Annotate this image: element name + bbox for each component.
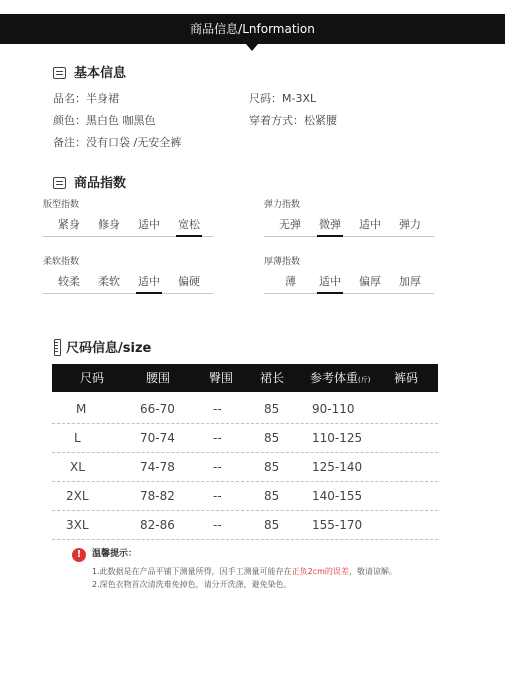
row-divider bbox=[52, 539, 438, 540]
row-xl-weight: 125-140 bbox=[312, 460, 363, 474]
warning-icon: ! bbox=[72, 548, 86, 562]
row-divider bbox=[52, 452, 438, 453]
row-xl-size: XL bbox=[70, 460, 85, 474]
row-3xl-hip: -- bbox=[213, 518, 222, 532]
thickness-selected-marker bbox=[317, 292, 343, 294]
stretch-index-label: 弹力指数 bbox=[264, 200, 301, 210]
row-2xl-length: 85 bbox=[264, 489, 280, 503]
header-arrow-icon bbox=[246, 44, 258, 51]
row-m-waist: 66-70 bbox=[140, 402, 175, 416]
softness-index-label: 柔软指数 bbox=[43, 257, 80, 267]
row-l-waist: 70-74 bbox=[140, 431, 175, 445]
fit-option-selected: 宽松 bbox=[178, 218, 200, 231]
row-divider bbox=[52, 510, 438, 511]
tips-line-2: 2.深色衣物首次清洗难免掉色，请分开洗涤，避免染色。 bbox=[92, 580, 292, 589]
stretch-option: 适中 bbox=[359, 218, 381, 231]
product-wear: 穿着方式：松紧腰 bbox=[249, 114, 337, 127]
row-divider bbox=[52, 481, 438, 482]
product-note: 备注：没有口袋 /无安全裤 bbox=[53, 136, 182, 149]
row-m-length: 85 bbox=[264, 402, 280, 416]
stretch-option: 弹力 bbox=[399, 218, 421, 231]
header-weight-text: 参考体重 bbox=[310, 371, 359, 385]
row-m-weight: 90-110 bbox=[312, 402, 355, 416]
row-3xl-length: 85 bbox=[264, 518, 280, 532]
tips-line-1-a: 1.此数据是在产品平铺下测量所得，因手工测量可能存在 bbox=[92, 567, 292, 576]
info-icon bbox=[53, 67, 66, 79]
header-hip: 臀围 bbox=[209, 371, 234, 385]
row-xl-waist: 74-78 bbox=[140, 460, 175, 474]
softness-index-line bbox=[43, 293, 213, 294]
softness-option: 较柔 bbox=[58, 275, 80, 288]
header-weight-unit: (斤) bbox=[358, 376, 371, 384]
row-m-size: M bbox=[76, 402, 87, 416]
fit-index-label: 版型指数 bbox=[43, 200, 80, 210]
ruler-icon bbox=[54, 339, 61, 356]
thickness-option: 加厚 bbox=[399, 275, 421, 288]
row-xl-length: 85 bbox=[264, 460, 280, 474]
stretch-index-line bbox=[264, 236, 434, 237]
row-2xl-size: 2XL bbox=[66, 489, 89, 503]
row-2xl-hip: -- bbox=[213, 489, 222, 503]
thickness-option-selected: 适中 bbox=[319, 275, 341, 288]
tips-line-1 bbox=[92, 567, 397, 577]
tips-line-1-b: ，敬请谅解。 bbox=[348, 567, 397, 576]
thickness-option: 偏厚 bbox=[359, 275, 381, 288]
fit-option: 紧身 bbox=[58, 218, 80, 231]
header-length: 裙长 bbox=[260, 371, 285, 385]
header-weight bbox=[310, 371, 370, 387]
size-table-header bbox=[52, 364, 438, 392]
row-3xl-weight: 155-170 bbox=[312, 518, 363, 532]
softness-option: 偏硬 bbox=[178, 275, 200, 288]
row-2xl-weight: 140-155 bbox=[312, 489, 363, 503]
thickness-option: 薄 bbox=[285, 275, 296, 288]
stretch-option-selected: 微弹 bbox=[319, 218, 341, 231]
row-m-hip: -- bbox=[213, 402, 222, 416]
tips-title: 温馨提示： bbox=[92, 549, 138, 559]
row-2xl-waist: 78-82 bbox=[140, 489, 175, 503]
softness-option-selected: 适中 bbox=[138, 275, 160, 288]
row-3xl-size: 3XL bbox=[66, 518, 89, 532]
header-waist: 腰围 bbox=[146, 371, 171, 385]
row-xl-hip: -- bbox=[213, 460, 222, 474]
product-color: 颜色：黑白色 咖黑色 bbox=[53, 114, 156, 127]
size-table-title: 尺码信息/size bbox=[66, 341, 152, 356]
row-divider bbox=[52, 423, 438, 424]
row-l-hip: -- bbox=[213, 431, 222, 445]
stretch-selected-marker bbox=[317, 235, 343, 237]
fit-option: 适中 bbox=[138, 218, 160, 231]
basic-info-title: 基本信息 bbox=[74, 66, 127, 81]
row-3xl-waist: 82-86 bbox=[140, 518, 175, 532]
row-l-weight: 110-125 bbox=[312, 431, 363, 445]
header-pant-size: 裤码 bbox=[394, 371, 419, 385]
thickness-index-line bbox=[264, 293, 434, 294]
tips-line-1-highlight: 正负2cm的误差 bbox=[291, 567, 349, 576]
product-size: 尺码：M-3XL bbox=[249, 92, 317, 105]
row-l-length: 85 bbox=[264, 431, 280, 445]
row-l-size: L bbox=[74, 431, 81, 445]
fit-option: 修身 bbox=[98, 218, 120, 231]
indices-title: 商品指数 bbox=[74, 176, 127, 191]
header-size: 尺码 bbox=[80, 371, 105, 385]
softness-selected-marker bbox=[136, 292, 162, 294]
fit-selected-marker bbox=[176, 235, 202, 237]
header-title: 商品信息/Lnformation bbox=[190, 22, 315, 36]
list-icon bbox=[53, 177, 66, 189]
stretch-option: 无弹 bbox=[279, 218, 301, 231]
product-name: 品名：半身裙 bbox=[53, 92, 119, 105]
softness-option: 柔软 bbox=[98, 275, 120, 288]
thickness-index-label: 厚薄指数 bbox=[264, 257, 301, 267]
